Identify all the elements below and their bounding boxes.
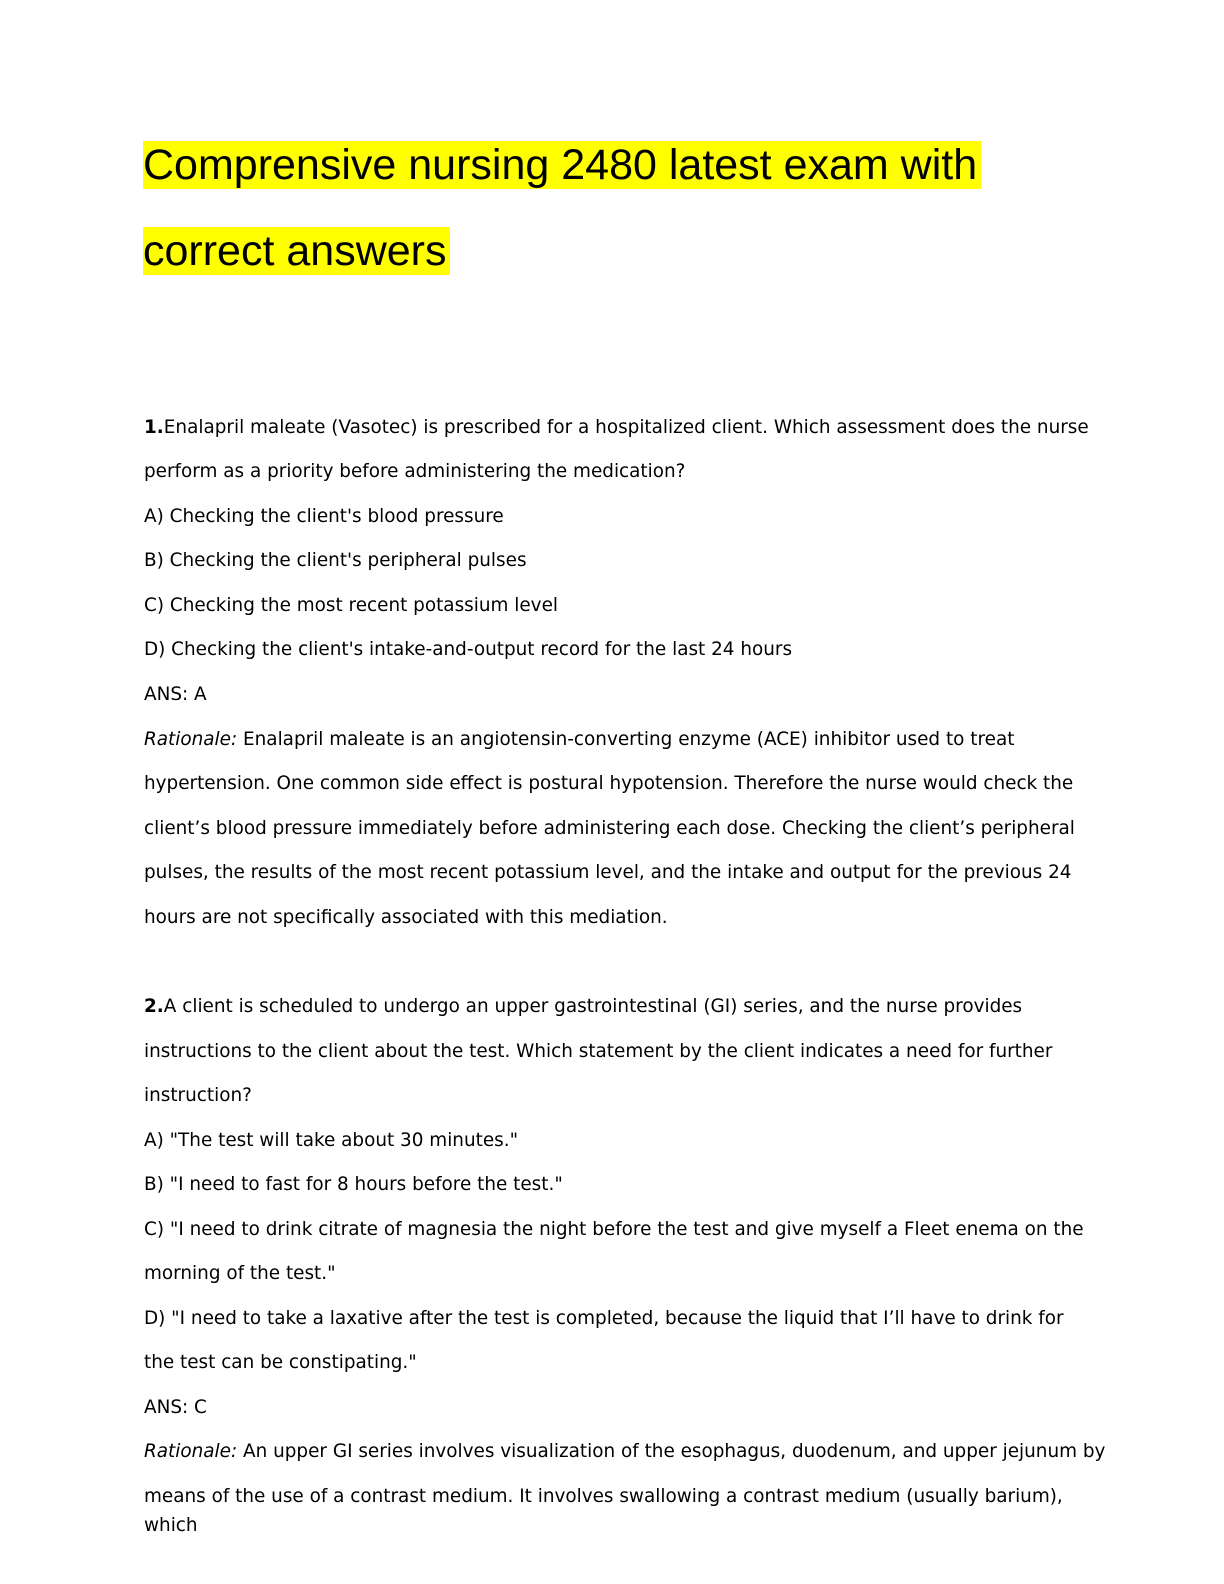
- question-2-stem-line-1: 2.A client is scheduled to undergo an upper gastrointestinal (GI) series, and the nurse provides: [144, 996, 1023, 1017]
- question-2-rationale-line-2: means of the use of a contrast medium. It involves swallowing a contrast medium (usually barium),: [144, 1486, 1063, 1507]
- question-1-rationale-line-3: client’s blood pressure immediately before administering each dose. Checking the client’s peripheral: [144, 818, 1075, 839]
- question-2-option-c-line-2: morning of the test.": [144, 1263, 336, 1284]
- question-2-answer: ANS: C: [144, 1397, 207, 1418]
- question-1-option-c: C) Checking the most recent potassium level: [144, 595, 558, 616]
- question-2-option-c-line-1: C) "I need to drink citrate of magnesia the night before the test and give myself a Fleet enema on the: [144, 1219, 1084, 1240]
- question-2-option-d-line-2: the test can be constipating.": [144, 1352, 417, 1373]
- question-1-option-a: A) Checking the client's blood pressure: [144, 506, 504, 527]
- question-2-stem-line-3: instruction?: [144, 1085, 252, 1106]
- question-1-answer: ANS: A: [144, 684, 207, 705]
- question-2-rationale-line-1: Rationale: An upper GI series involves visualization of the esophagus, duodenum, and upper jejunum by: [144, 1441, 1106, 1462]
- question-2-rationale-line-3: which: [144, 1515, 198, 1536]
- document-title-line-1: Comprensive nursing 2480 latest exam with: [143, 138, 981, 192]
- question-1-rationale-line-4: pulses, the results of the most recent potassium level, and the intake and output for the previous 24: [144, 862, 1072, 883]
- question-2-option-d-line-1: D) "I need to take a laxative after the test is completed, because the liquid that I’ll have to drink for: [144, 1308, 1064, 1329]
- question-1-rationale-line-2: hypertension. One common side effect is postural hypotension. Therefore the nurse would check the: [144, 773, 1074, 794]
- question-1-option-b: B) Checking the client's peripheral pulses: [144, 550, 527, 571]
- question-1-rationale-label: Rationale:: [144, 729, 238, 750]
- question-1-stem-line-1: 1.Enalapril maleate (Vasotec) is prescribed for a hospitalized client. Which assessment does the nurse: [144, 417, 1089, 438]
- document-title-line-2: correct answers: [143, 224, 450, 278]
- question-1-stem-line-2: perform as a priority before administering the medication?: [144, 461, 686, 482]
- question-1-option-d: D) Checking the client's intake-and-output record for the last 24 hours: [144, 639, 793, 660]
- question-2-option-b: B) "I need to fast for 8 hours before the test.": [144, 1174, 563, 1195]
- question-1-rationale-line-1: Rationale: Enalapril maleate is an angiotensin-converting enzyme (ACE) inhibitor used to treat: [144, 729, 1015, 750]
- question-1-number: 1.: [144, 417, 164, 438]
- question-2-option-a: A) "The test will take about 30 minutes.": [144, 1130, 519, 1151]
- question-1-rationale-line-5: hours are not specifically associated with this mediation.: [144, 907, 668, 928]
- question-2-stem-line-2: instructions to the client about the test. Which statement by the client indicates a need for further: [144, 1041, 1053, 1062]
- question-2-rationale-label: Rationale:: [144, 1441, 238, 1462]
- question-2-number: 2.: [144, 996, 164, 1017]
